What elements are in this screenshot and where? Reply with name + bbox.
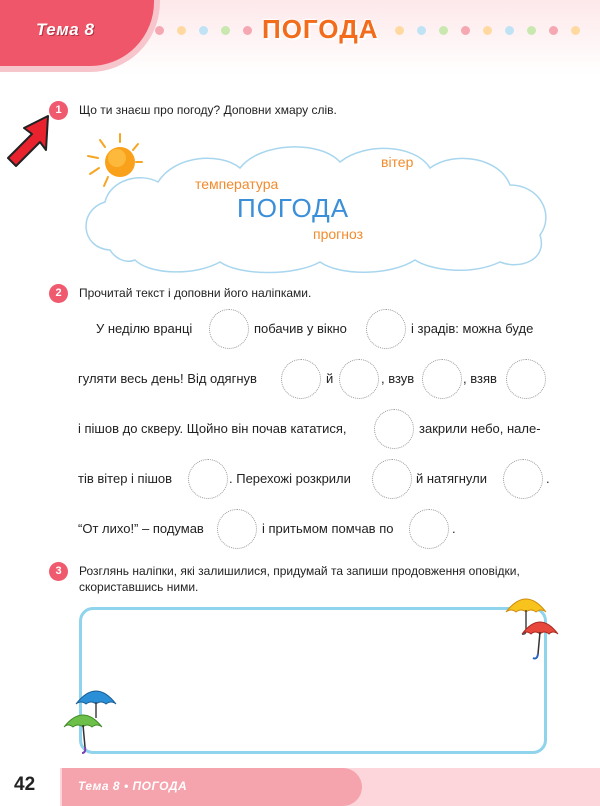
story-text: тів вітер і пішов xyxy=(78,471,173,486)
page-number: 42 xyxy=(14,774,36,795)
dot xyxy=(549,26,558,35)
sticker-slot[interactable] xyxy=(339,359,379,399)
cloud-main-word: ПОГОДА xyxy=(237,193,350,223)
sticker-slot[interactable] xyxy=(281,359,321,399)
sticker-slot[interactable] xyxy=(503,459,543,499)
cloud-word-wind: вітер xyxy=(381,154,414,170)
sticker-slot[interactable] xyxy=(372,459,412,499)
dot xyxy=(199,26,208,35)
dot xyxy=(571,26,580,35)
story-text: , взув xyxy=(381,371,415,386)
sticker-slot[interactable] xyxy=(374,409,414,449)
story-text: У неділю вранці xyxy=(96,321,193,336)
page-title: ПОГОДА xyxy=(262,14,379,44)
story-text: й натягнули xyxy=(416,471,487,486)
sticker-slot[interactable] xyxy=(366,309,406,349)
task3-instruction-line2: скориставшись ними. xyxy=(79,580,199,594)
story-text: . Перехожі розкрили xyxy=(229,471,351,486)
dot xyxy=(461,26,470,35)
red-arrow-icon xyxy=(4,112,56,170)
dot xyxy=(505,26,514,35)
story-text: закрили небо, нале- xyxy=(419,421,541,436)
story-text: і зрадів: можна буде xyxy=(411,321,534,336)
dot xyxy=(483,26,492,35)
topic-label: Тема 8 xyxy=(36,20,95,39)
sticker-slot[interactable] xyxy=(506,359,546,399)
dot xyxy=(243,26,252,35)
dot xyxy=(177,26,186,35)
dot xyxy=(439,26,448,35)
story-text: “От лихо!” – подумав xyxy=(78,521,204,536)
sticker-slot[interactable] xyxy=(409,509,449,549)
sticker-slot[interactable] xyxy=(188,459,228,499)
sun-icon xyxy=(78,130,144,190)
task-number-3: 3 xyxy=(49,562,68,581)
cloud-word-forecast: прогноз xyxy=(313,226,364,242)
cloud-word-temperature: температура xyxy=(195,176,279,192)
umbrella-red-icon xyxy=(518,612,562,664)
dot xyxy=(417,26,426,35)
story-text: , взяв xyxy=(463,371,497,386)
footer-topic: Тема 8 • ПОГОДА xyxy=(78,779,188,793)
umbrella-green-icon xyxy=(60,705,106,757)
story-text: . xyxy=(546,471,550,486)
task2-instruction: Прочитай текст і доповни його наліпками. xyxy=(79,286,312,300)
task1-instruction: Що ти знаєш про погоду? Доповни хмару слів. xyxy=(79,103,337,117)
story-text: гуляти весь день! Від одягнув xyxy=(78,371,257,386)
dot xyxy=(155,26,164,35)
story-text: побачив у вікно xyxy=(254,321,347,336)
story-text: . xyxy=(452,521,456,536)
sticker-slot[interactable] xyxy=(422,359,462,399)
dot xyxy=(221,26,230,35)
writing-area[interactable] xyxy=(79,607,547,754)
story-text: і пішов до скверу. Щойно він почав кататися, xyxy=(78,421,347,436)
sticker-slot[interactable] xyxy=(217,509,257,549)
sticker-slot[interactable] xyxy=(209,309,249,349)
task3-instruction-line1: Розглянь наліпки, які залишилися, придумай та запиши продовження оповідки, xyxy=(79,564,520,578)
story-text: і притьмом помчав по xyxy=(262,521,394,536)
task-number-2: 2 xyxy=(49,284,68,303)
dot xyxy=(395,26,404,35)
story-text: й xyxy=(326,371,334,386)
dot xyxy=(527,26,536,35)
task-number-1: 1 xyxy=(49,101,68,120)
